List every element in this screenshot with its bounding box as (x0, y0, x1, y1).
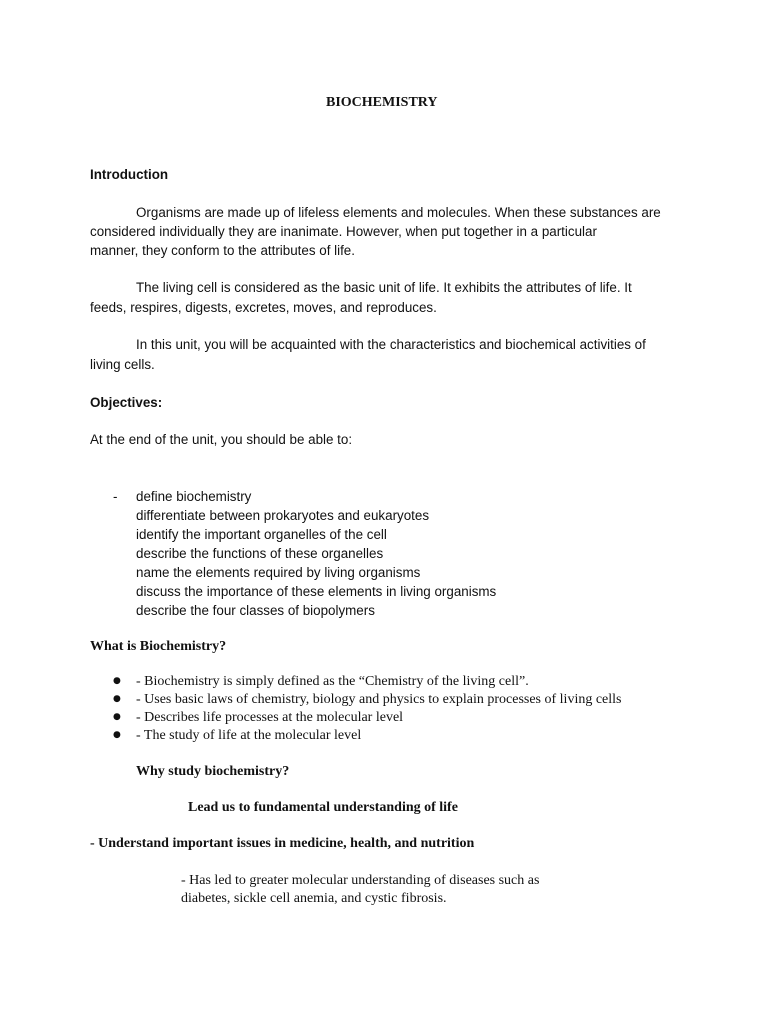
objectives-intro: At the end of the unit, you should be able to: (90, 432, 353, 447)
introduction-heading: Introduction (90, 167, 169, 182)
objective-item: identify the important organelles of the cell (136, 527, 387, 542)
objective-item: differentiate between prokaryotes and eukaryotes (136, 508, 430, 523)
objectives-heading: Objectives: (90, 395, 163, 410)
paragraph-line: The living cell is considered as the basic unit of life. It exhibits the attributes of life. It (136, 280, 632, 295)
paragraph-line: living cells. (90, 357, 155, 372)
objectives-dash: - (113, 489, 118, 504)
bullet-icon: ● (113, 712, 121, 722)
paragraph-line: feeds, respires, digests, excretes, moves, and reproduces. (90, 300, 437, 315)
bullet-icon: ● (113, 676, 121, 686)
paragraph-line: manner, they conform to the attributes of life. (90, 243, 355, 258)
bullet-item: - The study of life at the molecular level (136, 728, 362, 743)
document-title: BIOCHEMISTRY (326, 95, 438, 110)
lead-line: Lead us to fundamental understanding of life (188, 800, 458, 815)
objective-item: discuss the importance of these elements in living organisms (136, 584, 497, 599)
why-study-heading: Why study biochemistry? (136, 764, 290, 779)
understand-line: - Understand important issues in medicine, health, and nutrition (90, 836, 475, 851)
paragraph-line: In this unit, you will be acquainted with the characteristics and biochemical activities of (136, 337, 646, 352)
bullet-item: - Describes life processes at the molecular level (136, 710, 404, 725)
paragraph-line: - Has led to greater molecular understanding of diseases such as (181, 873, 540, 888)
bullet-icon: ● (113, 694, 121, 704)
paragraph-line: diabetes, sickle cell anemia, and cystic fibrosis. (181, 891, 447, 906)
objective-item: describe the functions of these organelles (136, 546, 384, 561)
objective-item: describe the four classes of biopolymers (136, 603, 375, 618)
bullet-icon: ● (113, 730, 121, 740)
objective-item: define biochemistry (136, 489, 252, 504)
what-is-biochemistry-heading: What is Biochemistry? (90, 639, 227, 654)
objective-item: name the elements required by living organisms (136, 565, 421, 580)
bullet-item: - Uses basic laws of chemistry, biology and physics to explain processes of living cells (136, 692, 622, 707)
paragraph-line: considered individually they are inanimate. However, when put together in a particular (90, 224, 597, 239)
bullet-item: - Biochemistry is simply defined as the “Chemistry of the living cell”. (136, 674, 529, 689)
paragraph-line: Organisms are made up of lifeless elements and molecules. When these substances are (136, 205, 661, 220)
